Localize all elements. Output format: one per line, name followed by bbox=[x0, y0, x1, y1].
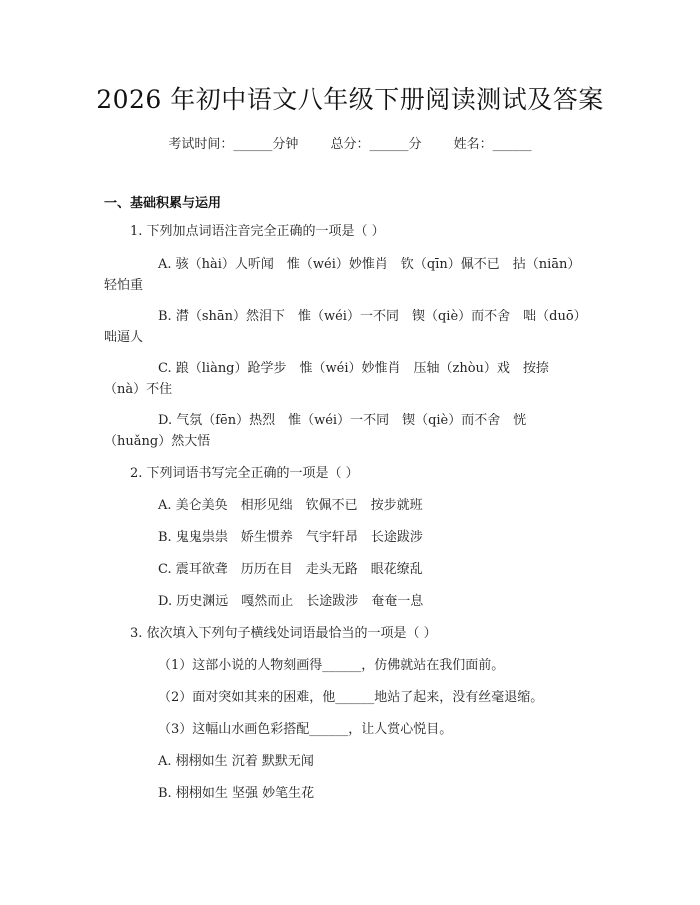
question-1-option-b: B. 潸（shān）然泪下 惟（wéi）一不同 锲（qiè）而不舍 咄（duō） bbox=[158, 309, 587, 324]
question-1-option-d-cont: （huǎng）然大悟 bbox=[104, 434, 211, 449]
page-title: 2026 年初中语文八年级下册阅读测试及答案 bbox=[96, 85, 604, 114]
question-1-option-c-cont: （nà）不住 bbox=[104, 382, 173, 397]
question-1-option-a: A. 骇（hài）人听闻 惟（wéi）妙惟肖 钦（qīn）佩不已 拈（niān） bbox=[158, 257, 581, 272]
student-name: 姓名：______ bbox=[453, 137, 532, 152]
question-2-stem: 2. 下列词语书写完全正确的一项是（ ） bbox=[130, 466, 359, 481]
question-3-stem: 3. 依次填入下列句子横线处词语最恰当的一项是（ ） bbox=[130, 626, 437, 641]
question-3-option-a: A. 栩栩如生 沉着 默默无闻 bbox=[158, 754, 314, 769]
exam-meta bbox=[0, 133, 700, 152]
question-2-option-d: D. 历史渊远 嘎然而止 长途跋涉 奄奄一息 bbox=[158, 594, 424, 609]
exam-time: 考试时间：______分钟 bbox=[168, 137, 299, 152]
question-2-option-a: A. 美仑美奂 相形见绌 钦佩不已 按步就班 bbox=[158, 498, 423, 513]
question-1-option-d: D. 气氛（fēn）热烈 惟（wéi）一不同 锲（qiè）而不舍 恍 bbox=[158, 413, 527, 428]
total-score: 总分：______分 bbox=[330, 137, 422, 152]
question-2-option-c: C. 震耳欲聋 历历在目 走头无路 眼花缭乱 bbox=[158, 562, 423, 577]
question-1-stem: 1. 下列加点词语注音完全正确的一项是（ ） bbox=[130, 224, 385, 239]
question-3-sentence-3: （3）这幅山水画色彩搭配______，让人赏心悦目。 bbox=[158, 722, 453, 737]
section-heading: 一、基础积累与运用 bbox=[104, 196, 222, 211]
question-1-option-a-cont: 轻怕重 bbox=[104, 278, 144, 293]
question-3-sentence-2: （2）面对突如其来的困难，他______地站了起来，没有丝毫退缩。 bbox=[158, 690, 544, 705]
question-2-option-b: B. 鬼鬼祟祟 娇生惯养 气宇轩昂 长途跋涉 bbox=[158, 530, 423, 545]
question-3-option-b: B. 栩栩如生 坚强 妙笔生花 bbox=[158, 786, 315, 801]
question-3-sentence-1: （1）这部小说的人物刻画得______，仿佛就站在我们面前。 bbox=[158, 658, 505, 673]
question-1-option-b-cont: 咄逼人 bbox=[104, 330, 144, 345]
question-1-option-c: C. 踉（liàng）跄学步 惟（wéi）妙惟肖 压轴（zhòu）戏 按捺 bbox=[158, 361, 549, 376]
